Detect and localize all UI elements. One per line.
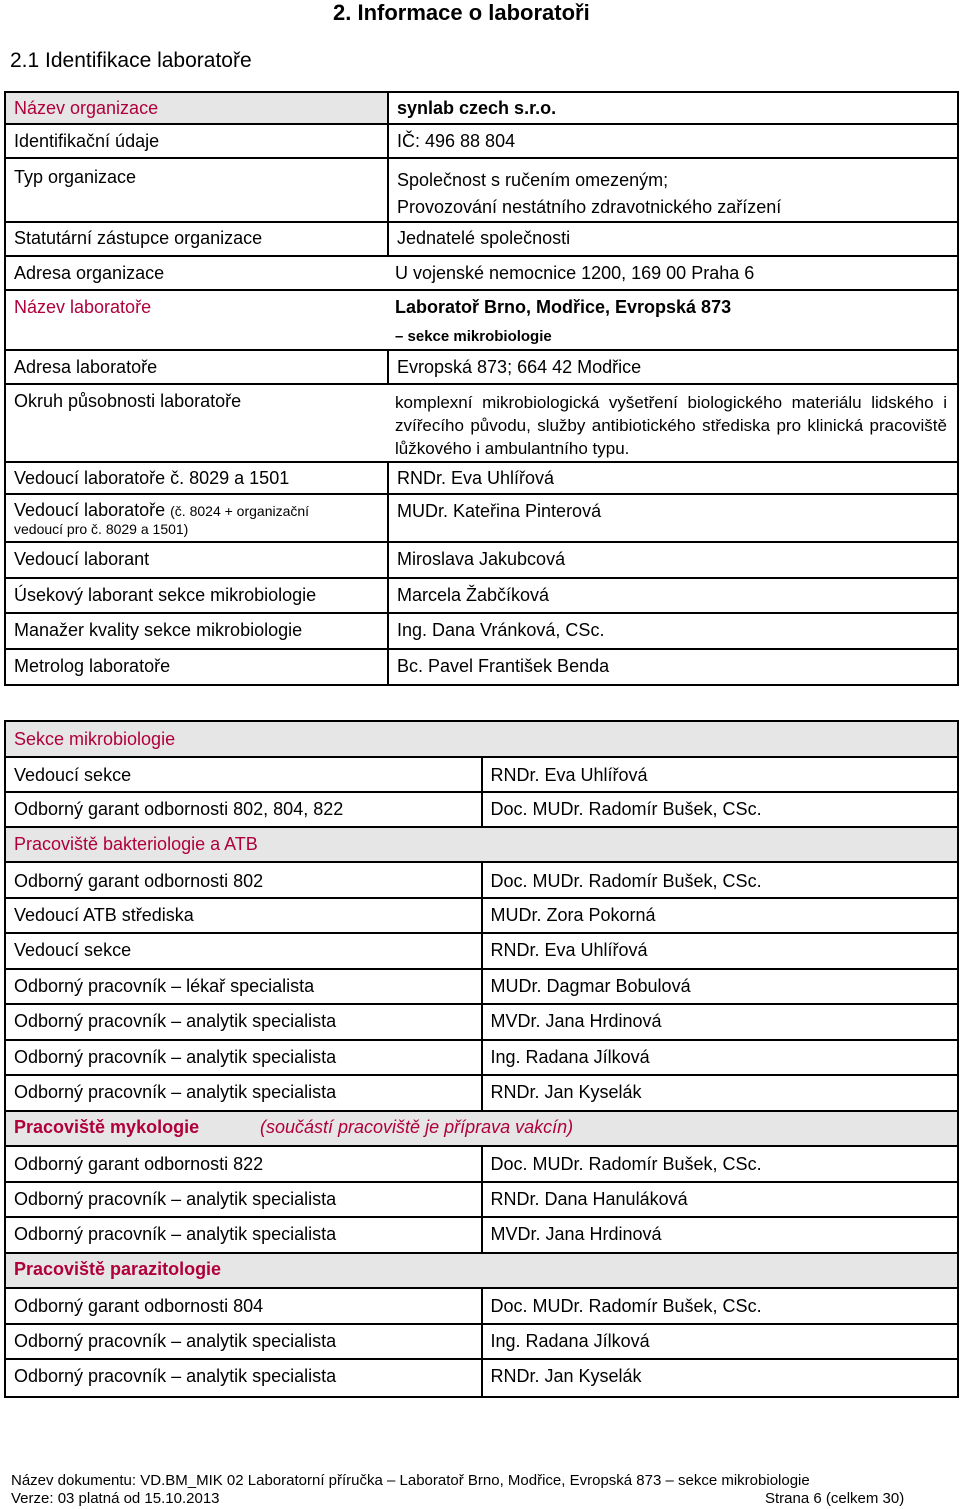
bacteriology-title: Pracoviště bakteriologie a ATB: [5, 827, 958, 862]
table-row: [5, 1288, 958, 1324]
table-row: [5, 290, 958, 350]
org-address-label: Adresa organizace: [14, 263, 165, 283]
org-name-label: Název organizace: [5, 92, 388, 124]
section-table: [4, 720, 959, 1398]
lab-name-row: [5, 290, 958, 350]
table-row: [5, 1040, 958, 1075]
table-row: [5, 92, 958, 124]
table-row: [5, 1146, 958, 1182]
row-label: Odborný garant odbornosti 804: [5, 1288, 482, 1324]
table-row: [5, 1111, 958, 1146]
table-row: [5, 494, 958, 542]
lab-head-label: Vedoucí laboratoře č. 8029 a 1501: [5, 462, 388, 494]
table-row: [5, 462, 958, 494]
row-value: Doc. MUDr. Radomír Bušek, CSc.: [482, 1288, 959, 1324]
identification-table: [4, 91, 959, 686]
table-row: [5, 1324, 958, 1359]
table-row: [5, 613, 958, 649]
section-technician-value: Marcela Žabčíková: [388, 578, 958, 613]
row-label: Odborný pracovník – analytik specialista: [5, 1182, 482, 1217]
table-row: [5, 969, 958, 1004]
head-technician-value: Miroslava Jakubcová: [388, 542, 958, 578]
table-row: [5, 649, 958, 685]
lab-scope-label: Okruh působnosti laboratoře: [14, 391, 242, 411]
org-address-row: [5, 256, 958, 290]
row-label: Odborný garant odbornosti 822: [5, 1146, 482, 1182]
row-value: RNDr. Eva Uhlířová: [482, 933, 959, 969]
row-label: Odborný garant odbornosti 802: [5, 862, 482, 898]
row-value: MUDr. Dagmar Bobulová: [482, 969, 959, 1004]
footer-doc-name: Název dokumentu: VD.BM_MIK 02 Laboratorní příručka – Laboratoř Brno, Modřice, Evropská 873 – sekce mikrobiologie: [11, 1472, 810, 1489]
row-label: Odborný pracovník – analytik specialista: [5, 1004, 482, 1040]
row-label: Odborný pracovník – analytik specialista: [5, 1040, 482, 1075]
quality-manager-value: Ing. Dana Vránková, CSc.: [388, 613, 958, 649]
lab-head2-label-note: (č. 8024 + organizační: [170, 503, 310, 519]
head-technician-label: Vedoucí laborant: [5, 542, 388, 578]
lab-head2-label: [5, 494, 388, 542]
org-type-line-1: Společnost s ručením omezeným;: [397, 170, 669, 190]
lab-name-value: Laboratoř Brno, Modřice, Evropská 873: [395, 297, 732, 317]
row-value: Doc. MUDr. Radomír Bušek, CSc.: [482, 1146, 959, 1182]
section-technician-label: Úsekový laborant sekce mikrobiologie: [5, 578, 388, 613]
lab-address-label: Adresa laboratoře: [5, 350, 388, 384]
row-label: Vedoucí sekce: [5, 933, 482, 969]
table-row: [5, 1253, 958, 1288]
lab-scope-value: komplexní mikrobiologická vyšetření biologického materiálu lidského i zvířecího původu, služby antibiotického střediska pro klinická pracoviště lůžkového i ambulantního typu.: [395, 393, 947, 458]
table-row: [5, 933, 958, 969]
quality-manager-label: Manažer kvality sekce mikrobiologie: [5, 613, 388, 649]
row-value: Ing. Radana Jílková: [482, 1324, 959, 1359]
row-value: RNDr. Dana Hanuláková: [482, 1182, 959, 1217]
row-value: Ing. Radana Jílková: [482, 1040, 959, 1075]
table-row: [5, 256, 958, 290]
ident-label: Identifikační údaje: [5, 124, 388, 158]
table-row: [5, 124, 958, 158]
table-row: [5, 898, 958, 933]
row-label: Odborný pracovník – analytik specialista: [5, 1324, 482, 1359]
footer-page: Strana 6 (celkem 30): [765, 1490, 905, 1507]
row-value: MVDr. Jana Hrdinová: [482, 1217, 959, 1253]
mycology-title-row: [5, 1111, 958, 1146]
footer-version: Verze: 03 platná od 15.10.2013: [11, 1490, 220, 1507]
subsection-heading: 2.1 Identifikace laboratoře: [10, 49, 252, 72]
row-value: RNDr. Eva Uhlířová: [482, 757, 959, 792]
lab-head2-value: MUDr. Kateřina Pinterová: [388, 494, 958, 542]
row-label: Odborný garant odbornosti 802, 804, 822: [5, 792, 482, 827]
row-value: RNDr. Jan Kyselák: [482, 1359, 959, 1397]
row-label: Vedoucí ATB střediska: [5, 898, 482, 933]
lab-head2-label-note2: vedoucí pro č. 8029 a 1501): [14, 521, 189, 537]
section-title: Sekce mikrobiologie: [5, 721, 958, 757]
table-row: [5, 384, 958, 462]
table-row: [5, 1359, 958, 1397]
org-type-line-2: Provozování nestátního zdravotnického zařízení: [397, 197, 782, 217]
org-type-label: Typ organizace: [5, 158, 388, 222]
lab-head2-label-main: Vedoucí laboratoře: [14, 500, 166, 520]
lab-scope-row: [5, 384, 958, 462]
table-row: [5, 1075, 958, 1111]
table-row: [5, 542, 958, 578]
table-row: [5, 350, 958, 384]
row-label: Odborný pracovník – lékař specialista: [5, 969, 482, 1004]
table-row: [5, 757, 958, 792]
mycology-title: Pracoviště mykologie: [14, 1117, 200, 1137]
ident-value: IČ: 496 88 804: [388, 124, 958, 158]
statutory-label: Statutární zástupce organizace: [5, 222, 388, 256]
org-address-value: U vojenské nemocnice 1200, 169 00 Praha 6: [395, 263, 755, 283]
table-row: [5, 1004, 958, 1040]
table-row: [5, 578, 958, 613]
table-row: [5, 1217, 958, 1253]
lab-name-section: – sekce mikrobiologie: [395, 328, 552, 345]
table-row: [5, 792, 958, 827]
table-row: [5, 222, 958, 256]
table-row: [5, 862, 958, 898]
row-value: MVDr. Jana Hrdinová: [482, 1004, 959, 1040]
statutory-value: Jednatelé společnosti: [388, 222, 958, 256]
section-heading: 2. Informace o laboratoři: [333, 0, 590, 25]
mycology-note: (součástí pracoviště je příprava vakcín): [260, 1117, 574, 1137]
row-label: Odborný pracovník – analytik specialista: [5, 1075, 482, 1111]
row-value: Doc. MUDr. Radomír Bušek, CSc.: [482, 862, 959, 898]
row-value: RNDr. Jan Kyselák: [482, 1075, 959, 1111]
row-label: Vedoucí sekce: [5, 757, 482, 792]
lab-name-label: Název laboratoře: [14, 297, 152, 317]
row-label: Odborný pracovník – analytik specialista: [5, 1217, 482, 1253]
table-row: [5, 827, 958, 862]
parasitology-title: Pracoviště parazitologie: [5, 1253, 958, 1288]
metrologist-value: Bc. Pavel František Benda: [388, 649, 958, 685]
org-type-value: [388, 158, 958, 222]
lab-address-value: Evropská 873; 664 42 Modřice: [388, 350, 958, 384]
row-label: Odborný pracovník – analytik specialista: [5, 1359, 482, 1397]
metrologist-label: Metrolog laboratoře: [5, 649, 388, 685]
table-row: [5, 1182, 958, 1217]
org-name-value: synlab czech s.r.o.: [388, 92, 958, 124]
lab-head-value: RNDr. Eva Uhlířová: [388, 462, 958, 494]
table-row: [5, 721, 958, 757]
table-row: [5, 158, 958, 222]
row-value: MUDr. Zora Pokorná: [482, 898, 959, 933]
row-value: Doc. MUDr. Radomír Bušek, CSc.: [482, 792, 959, 827]
